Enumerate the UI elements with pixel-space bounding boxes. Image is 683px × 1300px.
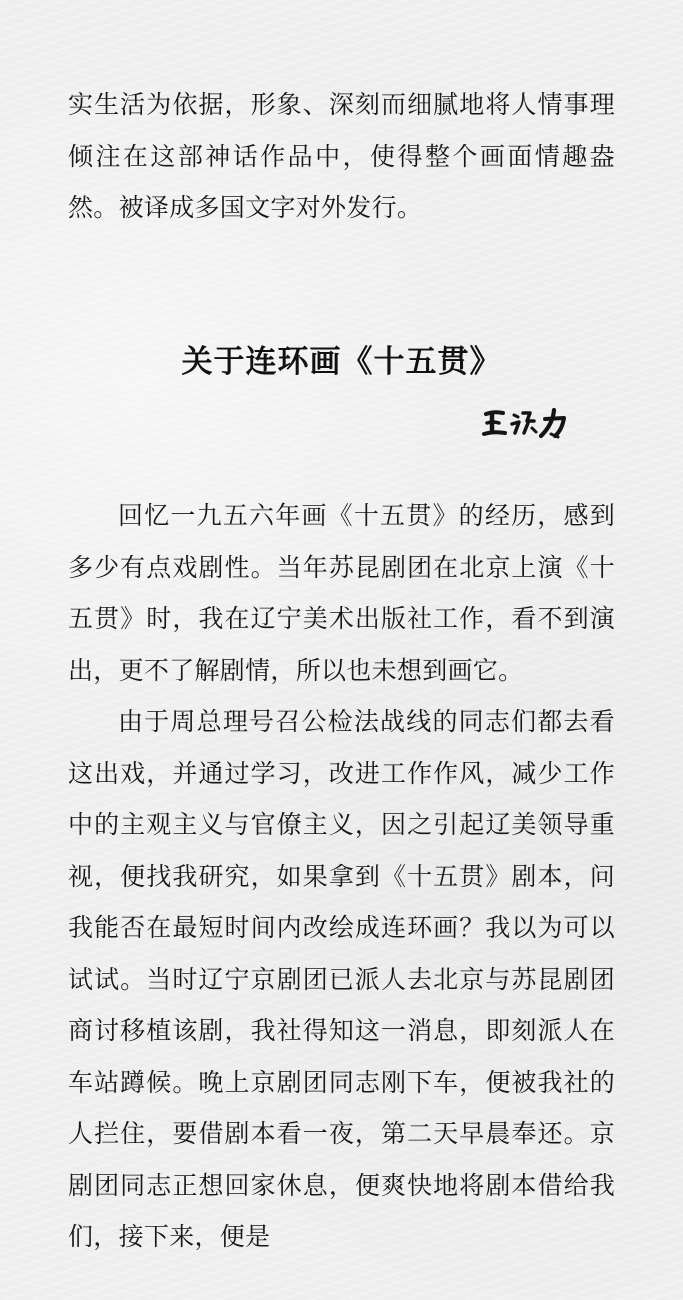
intro-paragraph: 实生活为依据，形象、深刻而细腻地将人情事理倾注在这部神话作品中，使得整个画面情趣盎然。被译成多国文字对外发行。 bbox=[68, 90, 615, 222]
signature-icon bbox=[479, 403, 574, 445]
author-signature bbox=[479, 403, 574, 445]
article-title: 关于连环画《十五贯》 bbox=[181, 344, 502, 380]
body-paragraph-2: 由于周总理号召公检法战线的同志们都去看这出戏，并通过学习，改进工作作风，减少工作中的主观主义与官僚主义，因之引起辽美领导重视，便找我研究，如果拿到《十五贯》剧本，问我能否在最短时间内改绘成连环画？我以为可以试试。当时辽宁京剧团已派人去北京与苏昆剧团商讨移植该剧，我社得知这一消息，即刻派人在车站蹲候。晚上京剧团同志刚下车，便被我社的人拦住，要借剧本看一夜，第二天早晨奉还。京剧团同志正想回家休息，便爽快地将剧本借给我们，接下来，便是 bbox=[68, 707, 615, 1251]
body-paragraph-1: 回忆一九五六年画《十五贯》的经历，感到多少有点戏剧性。当年苏昆剧团在北京上演《十五贯》时，我在辽宁美术出版社工作，看不到演出，更不了解剧情，所以也未想到画它。 bbox=[68, 501, 615, 685]
